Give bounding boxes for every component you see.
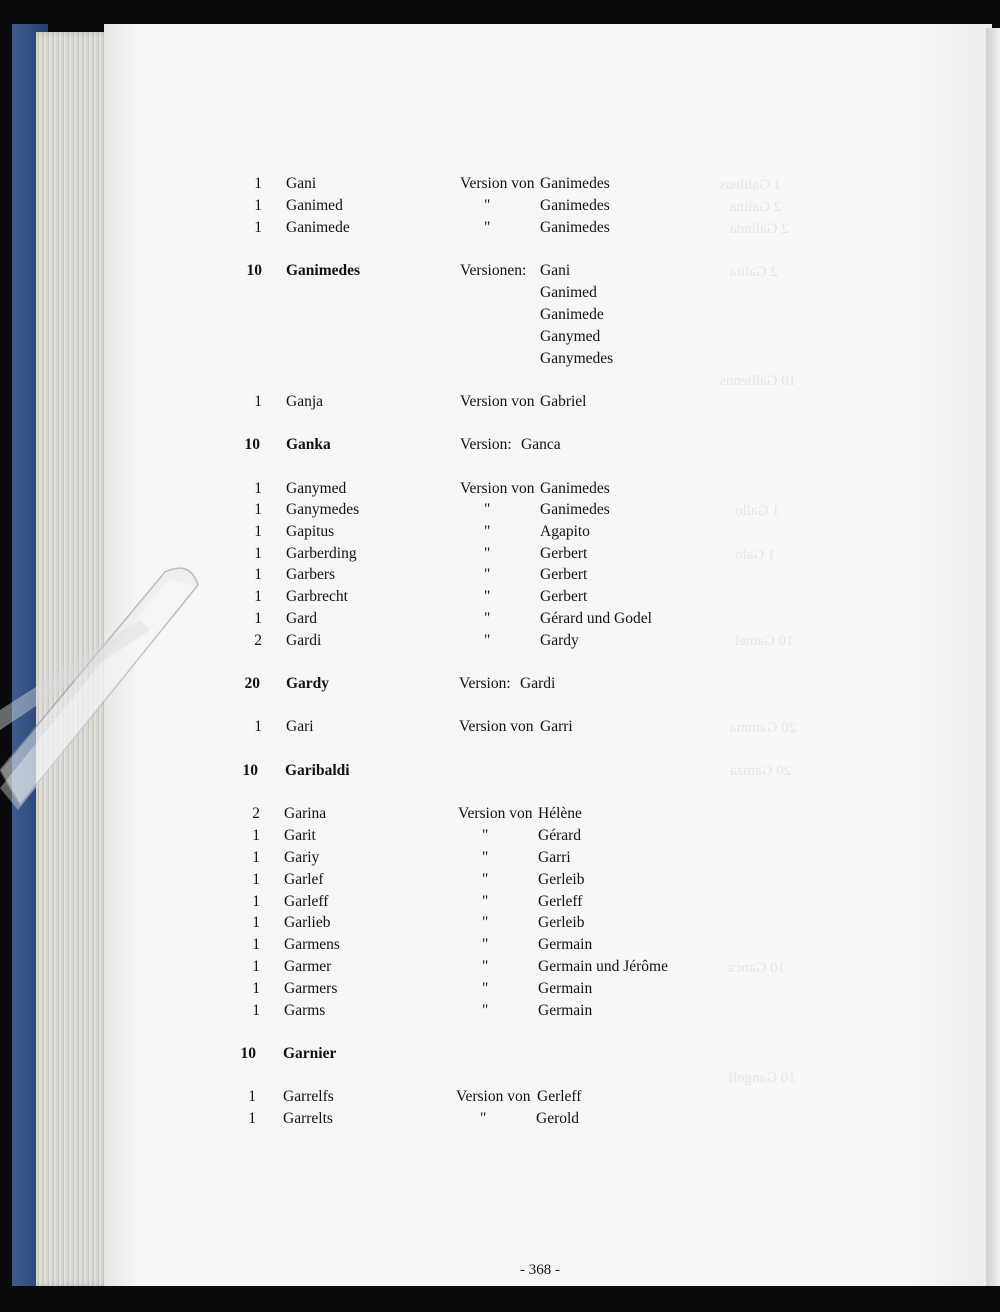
entry-name: Gariy bbox=[284, 849, 320, 866]
next-page-edge bbox=[986, 28, 1000, 1286]
entry-name: Garmens bbox=[284, 936, 340, 953]
entry-count: 1 bbox=[254, 545, 262, 562]
version-target: Agapito bbox=[540, 523, 590, 540]
entry-name: Garberding bbox=[286, 545, 357, 562]
version-target: Gérard und Godel bbox=[540, 610, 652, 627]
entry-count: 1 bbox=[252, 893, 260, 910]
entry-count: 1 bbox=[254, 566, 262, 583]
entry-count: 1 bbox=[252, 871, 260, 888]
version-label: Version von bbox=[459, 718, 534, 735]
version-target: Germain bbox=[538, 1002, 593, 1019]
ditto-mark: " bbox=[482, 980, 489, 997]
entry-name: Garbers bbox=[286, 566, 336, 583]
entry-count: 1 bbox=[252, 958, 260, 975]
version-target: Germain bbox=[538, 980, 593, 997]
ditto-mark: " bbox=[482, 871, 489, 888]
ditto-mark: " bbox=[482, 914, 489, 931]
version-target: Gardy bbox=[540, 632, 579, 649]
entry-name: Garina bbox=[284, 805, 327, 822]
entry-name: Gari bbox=[286, 718, 314, 735]
version-label: Version von bbox=[460, 480, 535, 497]
entry-count: 10 bbox=[242, 762, 258, 779]
entry-count: 1 bbox=[252, 849, 260, 866]
version-target: Gabriel bbox=[540, 393, 587, 410]
entry-count: 2 bbox=[252, 805, 260, 822]
version-target: Ganimedes bbox=[540, 197, 610, 214]
entry-count: 1 bbox=[248, 1110, 256, 1127]
entry-count: 1 bbox=[248, 1088, 256, 1105]
version-label: Version von bbox=[460, 393, 535, 410]
version-target: Ganymedes bbox=[540, 350, 614, 367]
entry-name: Gardy bbox=[286, 675, 330, 692]
version-target: Gérard bbox=[538, 827, 582, 844]
ditto-mark: " bbox=[482, 827, 489, 844]
entry-count: 1 bbox=[254, 610, 262, 627]
version-target: Garri bbox=[540, 718, 573, 735]
page-number: - 368 - bbox=[520, 1262, 560, 1278]
version-target: Gerleib bbox=[538, 914, 585, 931]
ditto-mark: " bbox=[484, 632, 491, 649]
entry-count: 1 bbox=[252, 1002, 260, 1019]
entry-count: 20 bbox=[244, 675, 260, 692]
entry-name: Ganimedes bbox=[286, 262, 361, 279]
entry-count: 10 bbox=[240, 1045, 256, 1062]
entry-count: 1 bbox=[254, 501, 262, 518]
entry-name: Garit bbox=[284, 827, 316, 844]
version-target: Gerleib bbox=[538, 871, 585, 888]
ditto-mark: " bbox=[484, 566, 491, 583]
version-target: Ganymed bbox=[540, 328, 601, 345]
ditto-mark: " bbox=[484, 610, 491, 627]
ditto-mark: " bbox=[484, 545, 491, 562]
version-target: Ganca bbox=[521, 436, 561, 453]
entry-count: 1 bbox=[254, 219, 262, 236]
version-target: Ganimedes bbox=[540, 219, 610, 236]
ditto-mark: " bbox=[484, 197, 491, 214]
version-target: Gerleff bbox=[537, 1088, 582, 1105]
entry-count: 1 bbox=[254, 175, 262, 192]
version-label: Version von bbox=[460, 175, 535, 192]
ditto-mark: " bbox=[484, 219, 491, 236]
entry-name: Garmers bbox=[284, 980, 338, 997]
version-target: Ganimedes bbox=[540, 501, 610, 518]
entry-name: Gard bbox=[286, 610, 317, 627]
entry-name: Garms bbox=[284, 1002, 326, 1019]
version-target: Hélène bbox=[538, 805, 582, 822]
version-label: Version: bbox=[460, 436, 512, 453]
ditto-mark: " bbox=[482, 1002, 489, 1019]
ditto-mark: " bbox=[482, 849, 489, 866]
version-target: Gerbert bbox=[540, 545, 588, 562]
ditto-mark: " bbox=[484, 588, 491, 605]
entry-name: Ganimed bbox=[286, 197, 343, 214]
version-target: Ganimedes bbox=[540, 175, 610, 192]
entry-count: 1 bbox=[254, 393, 262, 410]
version-target: Germain bbox=[538, 936, 593, 953]
version-label: Version: bbox=[459, 675, 511, 692]
version-target: Ganimede bbox=[540, 306, 604, 323]
entry-name: Garnier bbox=[283, 1045, 337, 1062]
ditto-mark: " bbox=[480, 1110, 487, 1127]
version-label: Version von bbox=[456, 1088, 531, 1105]
entry-name: Garmer bbox=[284, 958, 332, 975]
version-target: Germain und Jérôme bbox=[538, 958, 668, 975]
entry-name: Garlieb bbox=[284, 914, 331, 931]
entry-count: 1 bbox=[254, 588, 262, 605]
version-target: Gerold bbox=[536, 1110, 580, 1127]
entry-name: Garrelts bbox=[283, 1110, 333, 1127]
version-target: Gerbert bbox=[540, 588, 588, 605]
version-target: Gani bbox=[540, 262, 571, 279]
entry-name: Gani bbox=[286, 175, 317, 192]
ditto-mark: " bbox=[484, 501, 491, 518]
version-target: Gerleff bbox=[538, 893, 583, 910]
entry-count: 10 bbox=[244, 436, 260, 453]
entry-count: 1 bbox=[252, 827, 260, 844]
version-label: Version von bbox=[458, 805, 533, 822]
entry-count: 1 bbox=[254, 480, 262, 497]
version-target: Gerbert bbox=[540, 566, 588, 583]
entry-name: Garibaldi bbox=[285, 762, 350, 779]
ditto-mark: " bbox=[482, 893, 489, 910]
entry-name: Ganymedes bbox=[286, 501, 360, 518]
ditto-mark: " bbox=[484, 523, 491, 540]
entry-count: 1 bbox=[252, 936, 260, 953]
entry-name: Ganka bbox=[286, 436, 331, 453]
ditto-mark: " bbox=[482, 958, 489, 975]
entry-name: Ganimede bbox=[286, 219, 350, 236]
version-label: Versionen: bbox=[460, 262, 527, 279]
entry-name: Garrelfs bbox=[283, 1088, 334, 1105]
entry-count: 1 bbox=[252, 980, 260, 997]
entry-count: 1 bbox=[254, 718, 262, 735]
version-target: Ganimedes bbox=[540, 480, 610, 497]
version-target: Ganimed bbox=[540, 284, 597, 301]
entry-count: 1 bbox=[254, 197, 262, 214]
version-target: Gardi bbox=[520, 675, 556, 692]
ditto-mark: " bbox=[482, 936, 489, 953]
entry-name: Ganja bbox=[286, 393, 324, 410]
entry-name: Garlef bbox=[284, 871, 324, 888]
entry-count: 10 bbox=[246, 262, 262, 279]
entry-name: Garbrecht bbox=[286, 588, 348, 605]
entry-count: 1 bbox=[254, 523, 262, 540]
version-target: Garri bbox=[538, 849, 571, 866]
entry-count: 1 bbox=[252, 914, 260, 931]
entry-name: Gapitus bbox=[286, 523, 335, 540]
entry-name: Garleff bbox=[284, 893, 329, 910]
entry-name: Ganymed bbox=[286, 480, 347, 497]
entry-name: Gardi bbox=[286, 632, 322, 649]
entry-count: 2 bbox=[254, 632, 262, 649]
